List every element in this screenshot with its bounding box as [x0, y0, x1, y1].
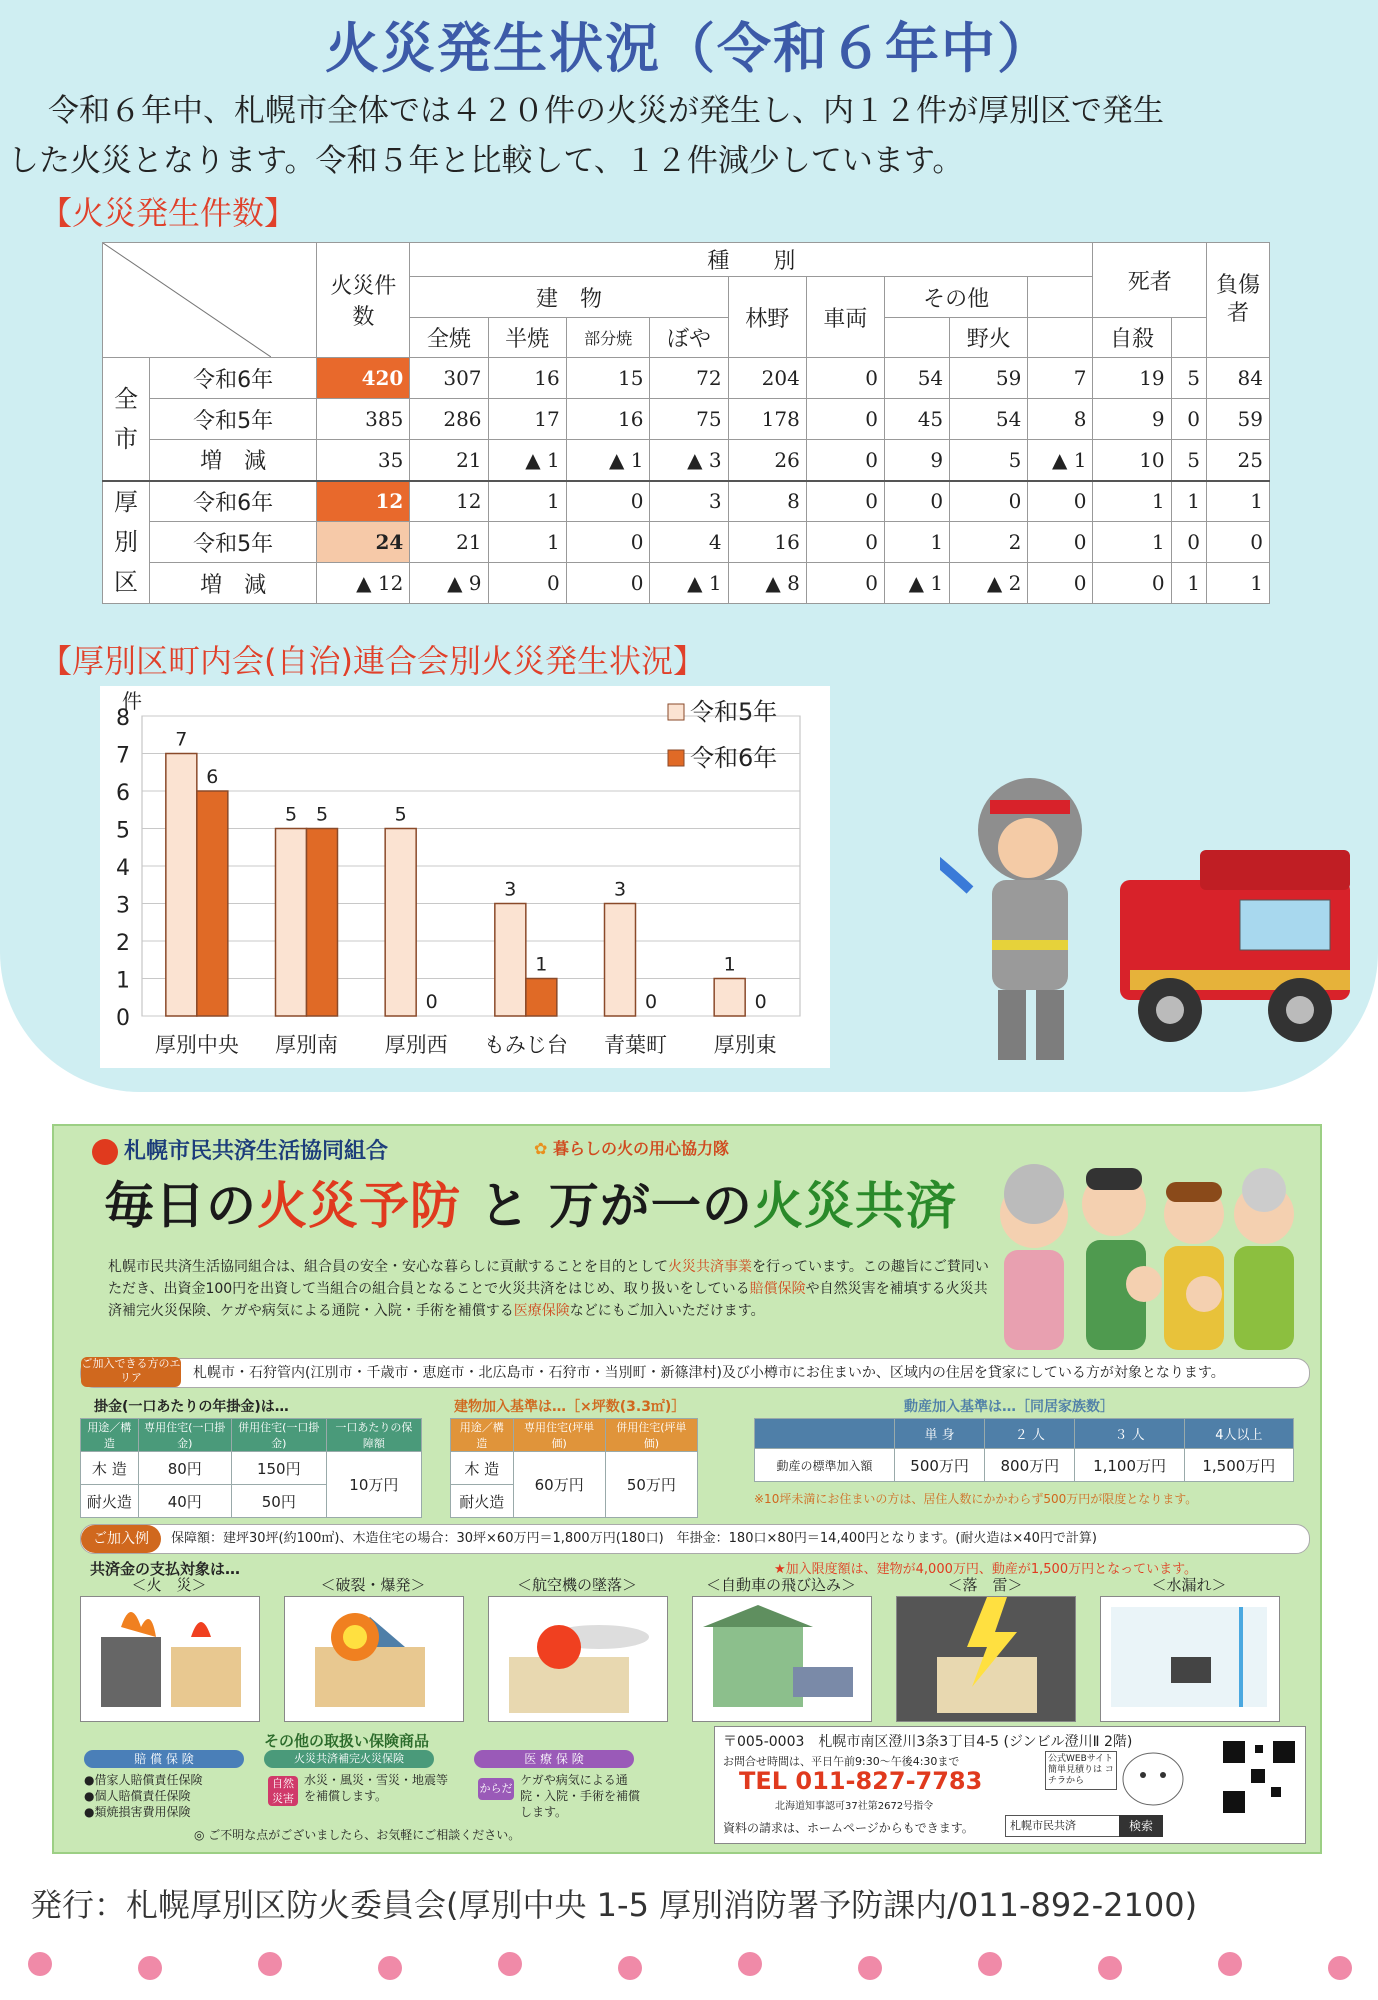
y-tick-label: 5 [116, 818, 130, 844]
table-cell: 15 [566, 358, 650, 399]
coop-logo-icon [92, 1139, 118, 1165]
table-cell: 178 [728, 399, 806, 440]
y-tick-label: 3 [116, 893, 130, 919]
liability-item-3: ●類焼損害費用保険 [84, 1805, 191, 1819]
x-tick-label: 厚別南 [275, 1033, 338, 1057]
row-label: 令和5年 [150, 399, 317, 440]
table-cell: 24 [317, 522, 410, 563]
district-fire-chart [100, 686, 830, 1068]
fee-h-0: 用途／構造 [81, 1419, 139, 1452]
header-forest: 林野 [728, 277, 806, 358]
fee-r0-c0: 木 造 [81, 1452, 139, 1485]
table-cell: 0 [806, 522, 884, 563]
section-fire-count: 【火災発生件数】 [40, 194, 297, 232]
data-label: 5 [315, 803, 329, 826]
bar [166, 754, 197, 1017]
table-cell: 19 [1093, 358, 1171, 399]
contact-phone[interactable]: TEL 011-827-7783 [739, 1767, 983, 1795]
coop-campaign-text: 暮らしの火の用心協力隊 [552, 1139, 729, 1158]
header-half-burn: 半焼 [488, 318, 566, 358]
diagonal-line [103, 243, 271, 357]
table-cell: 0 [806, 358, 884, 399]
table-row [103, 358, 1270, 399]
contact-permit: 北海道知事認可37社第2672号指令 [775, 1801, 934, 1812]
table-cell: 45 [885, 399, 950, 440]
table-cell: 5 [950, 440, 1028, 481]
row-label: 令和6年 [150, 481, 317, 522]
data-label: 6 [206, 766, 219, 788]
table-cell: 1 [1171, 563, 1206, 604]
bld-row-1: 耐火造 [451, 1485, 514, 1518]
table-cell: ▲ 1 [1028, 440, 1093, 481]
data-label: 3 [613, 878, 627, 901]
table-cell: 0 [806, 481, 884, 522]
header-other: その他 [885, 277, 1028, 318]
table-cell: 16 [728, 522, 806, 563]
building-table [450, 1418, 698, 1518]
intro-line-1: 令和６年中、札幌市全体では４２０件の火災が発生し、内１２件が厚別区で発生 [48, 93, 1164, 129]
fee-h-2: 併用住宅(一口掛金) [231, 1419, 326, 1452]
table-cell: 8 [728, 481, 806, 522]
family-illustration [994, 1154, 1304, 1354]
qr-code-icon[interactable] [1221, 1739, 1297, 1815]
table-cell: 1 [1207, 481, 1270, 522]
mov-h-3: 4人以上 [1184, 1419, 1293, 1449]
table-cell: ▲ 2 [950, 563, 1028, 604]
fee-cover: 10万円 [326, 1452, 421, 1518]
table-cell: 0 [566, 481, 650, 522]
limit-note: ★加入限度額は、建物が4,000万円、動産が1,500万円となっています。 [774, 1562, 1198, 1577]
movable-note: ※10坪未満にお住まいの方は、居住人数にかかわらず500万円が限度となります。 [754, 1492, 1198, 1506]
house-fire-icon [81, 1597, 257, 1719]
header-small-fire: ぼや [650, 318, 728, 358]
table-cell: 54 [950, 399, 1028, 440]
y-tick-label: 8 [116, 706, 130, 731]
table-cell: 0 [1171, 399, 1206, 440]
mov-v-3: 1,500万円 [1184, 1449, 1293, 1482]
page-title: 火災発生状況（令和６年中） [325, 17, 1053, 80]
header-vehicle: 車両 [806, 277, 884, 358]
table-cell: 0 [1093, 563, 1171, 604]
eligible-area-bar [80, 1358, 1310, 1388]
table-cell: 3 [650, 481, 728, 522]
table-cell: 385 [317, 399, 410, 440]
table-cell: 21 [410, 440, 488, 481]
table-cell: 1 [1207, 563, 1270, 604]
table-cell: 0 [806, 440, 884, 481]
contact-hours: お問合せ時間は、平日午前9:30～午後4:30まで [723, 1755, 960, 1768]
firefighter-illustration [940, 740, 1360, 1080]
body-part-7: などにもご加入いただけます。 [569, 1303, 765, 1319]
y-tick-label: 0 [116, 1006, 130, 1031]
data-label: 5 [394, 803, 407, 826]
table-cell: ▲ 12 [317, 563, 410, 604]
group-city: 全 市 [103, 358, 150, 481]
payment-title: 共済金の支払対象は… [90, 1560, 241, 1578]
mov-label: 動産の標準加入額 [755, 1449, 895, 1482]
table-row [103, 563, 1270, 604]
natural-disaster-tag: 自然災害 [268, 1776, 298, 1806]
water-leak-icon [1101, 1597, 1277, 1719]
contact-address: 〒005-0003 札幌市南区澄川3条3丁目4-5 (ジンビル澄川Ⅱ 2階) [723, 1734, 1133, 1750]
table-cell: 4 [650, 522, 728, 563]
data-label: 0 [644, 991, 658, 1013]
table-cell: 0 [566, 563, 650, 604]
headline-part-3: と 万が一の [461, 1177, 753, 1235]
x-tick-label: 厚別西 [384, 1033, 448, 1057]
legend-swatch [668, 750, 684, 766]
publisher-footer: 発行：札幌厚別区防火委員会(厚別中央 1-5 厚別消防署予防課内/011-892-2100) [30, 1886, 1198, 1924]
table-cell: 12 [317, 481, 410, 522]
explosion-icon [285, 1597, 461, 1719]
table-cell: 0 [1028, 481, 1093, 522]
liability-list [84, 1772, 202, 1820]
mov-h-1: ２ 人 [985, 1419, 1075, 1449]
bld-value-1: 60万円 [513, 1452, 605, 1518]
building-caption: 建物加入基準は…［×坪数(3.3㎡)］ [454, 1399, 686, 1415]
pay-label-leak: ＜水漏れ＞ [1151, 1576, 1227, 1594]
table-cell: 0 [1171, 522, 1206, 563]
x-tick-label: 厚別中央 [154, 1033, 239, 1057]
table-cell: ▲ 1 [885, 563, 950, 604]
table-cell: 16 [566, 399, 650, 440]
eligible-area-text: 札幌市・石狩管内(江別市・千歳市・恵庭市・北広島市・石狩市・当別町・新篠津村)及び小樽市にお住まいか、区域内の住居を貸家にしている方が対象となります。 [193, 1365, 1225, 1381]
consult-note: ◎ ご不明な点がございましたら、お気軽にご相談ください。 [194, 1828, 521, 1842]
pay-label-car: ＜自動車の飛び込み＞ [705, 1576, 856, 1594]
liability-item-2: ●個人賠償責任保険 [84, 1789, 191, 1803]
mov-v-1: 800万円 [985, 1449, 1075, 1482]
table-cell: 1 [1093, 481, 1171, 522]
table-cell: 72 [650, 358, 728, 399]
table-cell: 17 [488, 399, 566, 440]
header-kind: 種 別 [410, 243, 1093, 277]
headline-part-1: 毎日の [104, 1177, 257, 1235]
mov-h-blank [755, 1419, 895, 1449]
bar [526, 979, 557, 1017]
pay-label-fire: ＜火 災＞ [131, 1576, 207, 1594]
data-label: 7 [175, 728, 188, 751]
bar [197, 791, 228, 1016]
bld-row-0: 木 造 [451, 1452, 514, 1485]
table-cell: 10 [1093, 440, 1171, 481]
row-label: 増 減 [150, 440, 317, 481]
bld-h-2: 併用住宅(坪単価) [605, 1419, 697, 1452]
table-row [103, 440, 1270, 481]
table-cell: 0 [488, 563, 566, 604]
header-suicide: 自殺 [1093, 318, 1171, 358]
row-label: 増 減 [150, 563, 317, 604]
search-input[interactable]: 札幌市民共済 [1005, 1815, 1121, 1837]
fee-r0-c2: 150円 [231, 1452, 326, 1485]
section-district-fires: 【厚別区町内会(自治)連合会別火災発生状況】 [40, 642, 705, 680]
y-tick-label: 2 [116, 931, 130, 956]
table-cell: 2 [950, 522, 1028, 563]
insurance-ad-panel [52, 1124, 1322, 1854]
mov-h-2: ３ 人 [1075, 1419, 1184, 1449]
pay-label-aircraft: ＜航空機の墜落＞ [516, 1576, 637, 1594]
table-cell: 0 [1028, 522, 1093, 563]
legend-swatch [668, 704, 684, 720]
y-tick-label: 1 [116, 968, 130, 994]
table-cell: ▲ 1 [566, 440, 650, 481]
data-label: 0 [425, 991, 438, 1013]
example-tag: ご加入例 [81, 1525, 161, 1553]
fee-r0-c1: 80円 [138, 1452, 231, 1485]
table-cell: 0 [806, 563, 884, 604]
movable-caption: 動産加入基準は…［同居家族数］ [904, 1399, 1114, 1415]
fee-caption: 掛金(一口あたりの年掛金)は… [94, 1399, 289, 1415]
body-tag: からだ [478, 1778, 514, 1800]
table-cell: ▲ 1 [650, 563, 728, 604]
intro-line-2: した火災となります。令和５年と比較して、１２件減少しています。 [8, 143, 964, 179]
bar [385, 829, 416, 1017]
body-part-6: 医療保険 [513, 1303, 570, 1319]
table-cell: 9 [885, 440, 950, 481]
coop-name [92, 1134, 388, 1165]
bar [605, 904, 636, 1017]
table-cell: 12 [410, 481, 488, 522]
mov-v-0: 500万円 [895, 1449, 985, 1482]
truck-crash-icon [693, 1597, 869, 1719]
table-cell: 5 [1171, 358, 1206, 399]
lightning-icon [897, 1597, 1073, 1719]
example-text: 保障額：建坪30坪(約100㎡)、木造住宅の場合：30坪×60万円＝1,800万円(180口) 年掛金：180口×80円＝14,400円となります。(耐火造は×40円で計算) [171, 1531, 1097, 1546]
x-tick-label: 青葉町 [604, 1033, 667, 1057]
data-label: 1 [535, 953, 548, 976]
x-tick-label: もみじ台 [483, 1033, 568, 1057]
table-cell: 1 [1093, 522, 1171, 563]
fire-truck-illustration [1120, 850, 1350, 1042]
pay-card-fire [80, 1596, 260, 1722]
table-cell: 26 [728, 440, 806, 481]
flame-icon: ✿ [534, 1139, 553, 1158]
y-tick-label: 4 [116, 856, 130, 881]
header-full-burn: 全焼 [410, 318, 488, 358]
table-cell: ▲ 3 [650, 440, 728, 481]
bear-mascot-icon [1119, 1745, 1187, 1807]
table-cell: 7 [1028, 358, 1093, 399]
fee-r1-c0: 耐火造 [81, 1485, 139, 1518]
web-site-note: 公式WEBサイト 簡単見積りは コチラから [1045, 1751, 1117, 1790]
table-cell: 0 [806, 399, 884, 440]
table-cell: 5 [1171, 440, 1206, 481]
example-bar [80, 1524, 1310, 1554]
y-unit-label: 件 [122, 689, 142, 713]
bar [495, 904, 526, 1017]
table-cell: 16 [488, 358, 566, 399]
table-cell: 1 [1171, 481, 1206, 522]
header-injured: 負傷者 [1207, 243, 1270, 358]
table-cell: 1 [488, 522, 566, 563]
liability-header: 賠 償 保 険 [84, 1750, 244, 1768]
group-ward: 厚 別 区 [103, 481, 150, 604]
body-part-3: を行っています。この趣旨にご賛同いただき、出資金100円を出資して当組合の組合員となることで火災共済をはじめ、取り扱いをしている [108, 1259, 989, 1297]
row-label: 令和6年 [150, 358, 317, 399]
header-fire-count: 火災件数 [317, 243, 410, 358]
body-part-4: 賠償保険 [749, 1281, 806, 1297]
brochure-request: 資料の請求は、ホームページからもできます。 [723, 1821, 974, 1835]
pay-card-lightning [896, 1596, 1076, 1722]
table-cell: ▲ 1 [488, 440, 566, 481]
table-cell: 1 [885, 522, 950, 563]
headline-part-4: 火災共済 [752, 1177, 957, 1235]
search-button[interactable]: 検索 [1119, 1815, 1163, 1837]
body-part-5: や自然災害を補填する火災共済補完火災保険、ケガや病気による通院・入院・手術を補償する [108, 1281, 988, 1319]
bld-h-0: 用途／構造 [451, 1419, 514, 1452]
bar [276, 829, 307, 1017]
data-label: 5 [284, 803, 298, 826]
table-cell: 9 [1093, 399, 1171, 440]
table-cell: 35 [317, 440, 410, 481]
header-building: 建 物 [410, 277, 728, 318]
airplane-icon [489, 1597, 665, 1719]
pay-card-explosion [284, 1596, 464, 1722]
table-cell: 0 [1028, 563, 1093, 604]
other-products-title: その他の取扱い保険商品 [264, 1732, 430, 1750]
bar [714, 979, 745, 1017]
header-dead: 死者 [1093, 243, 1207, 318]
table-cell: ▲ 8 [728, 563, 806, 604]
pay-label-explosion: ＜破裂・爆発＞ [320, 1576, 426, 1594]
data-label: 1 [723, 953, 736, 976]
fee-h-3: 一口あたりの保障額 [326, 1419, 421, 1452]
table-cell: 59 [1207, 399, 1270, 440]
table-cell: 307 [410, 358, 488, 399]
medical-text: ケガや病気による通院・入院・手術を補償します。 [520, 1773, 641, 1819]
table-cell: ▲ 9 [410, 563, 488, 604]
header-field-fire: 野火 [950, 318, 1028, 358]
table-cell: 21 [410, 522, 488, 563]
corner-cell [103, 243, 317, 358]
mov-v-2: 1,100万円 [1075, 1449, 1184, 1482]
data-label: 3 [504, 878, 517, 901]
movable-table [754, 1418, 1294, 1482]
header-dead-blank [1028, 318, 1093, 358]
pay-card-leak [1100, 1596, 1280, 1722]
header-partial-burn: 部分焼 [566, 318, 650, 358]
bld-h-1: 専用住宅(坪単価) [513, 1419, 605, 1452]
table-row [103, 399, 1270, 440]
row-label: 令和5年 [150, 522, 317, 563]
fee-r1-c2: 50円 [231, 1485, 326, 1518]
y-tick-label: 7 [116, 743, 130, 769]
table-row [103, 522, 1270, 563]
chart-svg [100, 686, 830, 1068]
pay-card-car [692, 1596, 872, 1722]
table-cell: 84 [1207, 358, 1270, 399]
table-cell: 54 [885, 358, 950, 399]
contact-box [714, 1726, 1306, 1844]
table-cell: 0 [1207, 522, 1270, 563]
fee-r1-c1: 40円 [138, 1485, 231, 1518]
pay-label-lightning: ＜落 雷＞ [947, 1576, 1023, 1594]
legend-label: 令和5年 [690, 698, 778, 726]
table-row [103, 481, 1270, 522]
table-cell: 286 [410, 399, 488, 440]
table-cell: 0 [885, 481, 950, 522]
table-cell: 8 [1028, 399, 1093, 440]
table-cell: 59 [950, 358, 1028, 399]
intro-text [8, 86, 1368, 186]
cherry-blossom-border [0, 1934, 1378, 2000]
headline-part-2: 火災予防 [257, 1177, 461, 1235]
table-cell: 75 [650, 399, 728, 440]
table-cell: 0 [566, 522, 650, 563]
y-tick-label: 6 [116, 781, 130, 806]
body-part-2: 火災共済事業 [668, 1259, 752, 1275]
fire-count-table [102, 242, 1270, 604]
eligible-area-tag: ご加入できる方のエリア [81, 1357, 181, 1387]
firefighter-figure [940, 760, 1082, 1060]
x-tick-label: 厚別東 [713, 1033, 777, 1057]
coop-name-text: 札幌市民共済生活協同組合 [124, 1139, 389, 1164]
table-cell: 25 [1207, 440, 1270, 481]
pay-card-aircraft [488, 1596, 668, 1722]
coop-campaign [534, 1136, 729, 1159]
bld-value-2: 50万円 [605, 1452, 697, 1518]
legend-label: 令和6年 [690, 744, 778, 772]
table-cell: 204 [728, 358, 806, 399]
body-part-1: 札幌市民共済生活協同組合は、組合員の安全・安心な暮らしに貢献することを目的として [108, 1259, 668, 1275]
liability-item-1: ●借家人賠償責任保険 [84, 1773, 203, 1787]
supplement-text: 水災・風災・雪災・地震等を補償します。 [304, 1773, 449, 1803]
table-cell: 0 [950, 481, 1028, 522]
ad-headline [104, 1166, 957, 1238]
bar [307, 829, 338, 1017]
table-cell: 420 [317, 358, 410, 399]
table-cell: 1 [488, 481, 566, 522]
fee-h-1: 専用住宅(一口掛金) [138, 1419, 231, 1452]
fee-table [80, 1418, 422, 1518]
mov-h-0: 単 身 [895, 1419, 985, 1449]
ad-body [108, 1256, 998, 1322]
supplement-header: 火災共済補完火災保険 [264, 1750, 434, 1768]
header-other-blank [885, 318, 950, 358]
medical-header: 医 療 保 険 [474, 1750, 634, 1768]
data-label: 0 [754, 991, 767, 1013]
